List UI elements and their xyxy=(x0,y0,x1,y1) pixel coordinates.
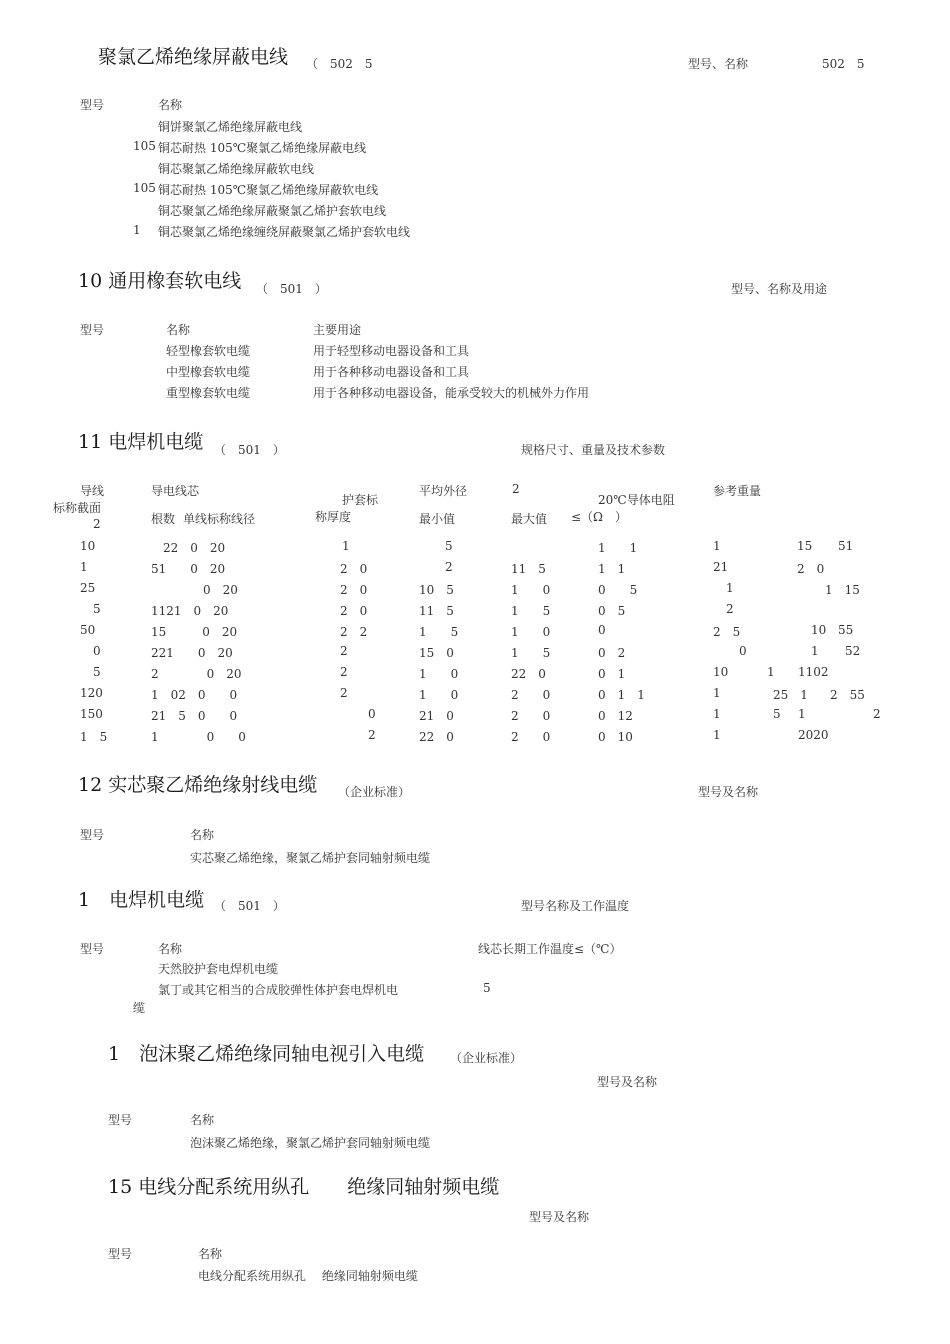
list-item: 铜芯聚氯乙烯绝缘缠绕屏蔽聚氯乙烯护套软电线 xyxy=(158,225,411,239)
table-cell: 11 5 xyxy=(419,604,454,618)
table-cell: 2 xyxy=(340,686,348,700)
table-cell: 15 0 20 xyxy=(151,625,238,639)
col-header-max: 最大值 xyxy=(511,512,548,526)
list-item: 铜芯耐热 105℃聚氯乙烯绝缘屏蔽软电线 xyxy=(158,183,379,197)
table-cell: 1 0 xyxy=(511,625,551,639)
table-cell: 0 12 xyxy=(598,709,633,723)
table-caption: 型号及名称 xyxy=(698,785,759,799)
col-header-model: 型号 xyxy=(108,1247,133,1261)
table-cell: 2 0 xyxy=(511,688,551,702)
table-cell: 0 xyxy=(93,644,101,658)
col-header-weight: 参考重量 xyxy=(713,484,762,498)
col-header-use: 主要用途 xyxy=(313,323,362,337)
table-cell-name: 天然胶护套电焊机电缆 xyxy=(158,962,279,976)
table-cell: 0 5 xyxy=(598,604,626,618)
table-cell-name: 中型橡套软电缆 xyxy=(166,365,251,379)
table-cell: 11 5 xyxy=(511,562,546,576)
col-header-model: 型号 xyxy=(108,1113,133,1127)
table-cell: 1 5 xyxy=(419,625,459,639)
table-cell: 21 xyxy=(713,560,729,574)
table-cell: 10 xyxy=(80,539,96,553)
table-caption: 型号及名称 xyxy=(529,1210,590,1224)
table-cell: 2 0 xyxy=(511,730,551,744)
table-cell: 1 xyxy=(342,539,350,553)
table-caption: 型号名称及工作温度 xyxy=(521,899,630,913)
table-cell: 5 xyxy=(445,539,453,553)
table-cell: 1 xyxy=(798,707,806,721)
table-cell: 0 xyxy=(368,707,376,721)
table-cell: 1 1 xyxy=(598,541,638,555)
col-header-name: 名称 xyxy=(190,828,215,842)
table-cell-name: 泡沫聚乙烯绝缘，聚氯乙烯护套同轴射频电缆 xyxy=(190,1136,431,1150)
col-header-wire-dia: 单线标称线径 xyxy=(183,512,256,526)
table-cell: 1 xyxy=(767,665,775,679)
table-cell: 2 0 xyxy=(340,583,368,597)
table-cell: 0 5 xyxy=(598,583,638,597)
table-cell: 2 xyxy=(368,728,376,742)
table-cell: 2020 xyxy=(798,728,829,742)
table-cell: 10 xyxy=(713,665,729,679)
standard-number: 502 5 xyxy=(822,57,865,71)
table-cell: 55 xyxy=(838,623,854,637)
col-header-core: 导电线芯 xyxy=(151,484,200,498)
col-header-temp: 线芯长期工作温度≤（℃） xyxy=(478,942,622,956)
table-cell: 10 xyxy=(811,623,827,637)
table-caption: 型号、名称及用途 xyxy=(731,282,828,296)
table-cell: 1 5 xyxy=(511,604,551,618)
standard-ref: （企业标准） xyxy=(450,1051,523,1065)
table-cell: 21 5 0 0 xyxy=(151,709,238,723)
table-cell: 1 xyxy=(726,581,734,595)
list-item-model: 105 xyxy=(133,181,156,195)
col-header-name: 名称 xyxy=(158,98,183,112)
table-cell: 1 xyxy=(713,707,721,721)
table-cell: 5 xyxy=(93,665,101,679)
table-caption: 规格尺寸、重量及技术参数 xyxy=(521,443,666,457)
col-header-name: 名称 xyxy=(190,1113,215,1127)
table-cell: 22 0 20 xyxy=(163,541,226,555)
table-cell: 10 5 xyxy=(419,583,454,597)
table-cell: 0 xyxy=(598,623,606,637)
table-cell: 1 1 xyxy=(598,562,626,576)
standard-ref: （ 502 5 xyxy=(306,57,373,71)
col-header-sheath: 护套标 xyxy=(342,493,379,507)
col-header-avg-dia: 平均外径 xyxy=(419,484,468,498)
table-cell-use: 用于各种移动电器设备和工具 xyxy=(313,365,470,379)
table-cell: 22 0 xyxy=(419,730,454,744)
col-header-nominal-section: 标称截面 xyxy=(53,501,102,515)
section-title-solid-pe-cable: 12 实芯聚乙烯绝缘射线电缆 xyxy=(78,774,318,796)
col-header-thickness: 称厚度 xyxy=(315,510,352,524)
section-title-welding-cable-2: 1 电焊机电缆 xyxy=(78,889,205,911)
col-header-unit: 2 xyxy=(93,517,101,531)
table-cell-name: 实芯聚乙烯绝缘，聚氯乙烯护套同轴射频电缆 xyxy=(190,851,431,865)
table-cell: 0 20 xyxy=(203,583,238,597)
col-header-resistance-unit: ≤（Ω ） xyxy=(571,510,628,524)
table-cell: 0 1 1 xyxy=(598,688,645,702)
table-cell: 221 0 20 xyxy=(151,646,233,660)
col-header-resistance: 20℃导体电阻 xyxy=(598,493,675,507)
table-cell: 25 1 xyxy=(773,688,808,702)
table-cell: 0 xyxy=(739,644,747,658)
col-header-model: 型号 xyxy=(80,828,105,842)
table-cell: 120 xyxy=(80,686,103,700)
table-cell: 1 5 xyxy=(511,646,551,660)
table-cell: 15 0 xyxy=(419,646,454,660)
table-cell: 1 15 xyxy=(825,583,860,597)
section-title-shielded-wire: 聚氯乙烯绝缘屏蔽电线 xyxy=(98,46,289,68)
table-cell: 2 2 xyxy=(340,625,368,639)
table-cell: 2 5 xyxy=(713,625,741,639)
col-header-count: 根数 xyxy=(151,512,176,526)
table-cell: 2 0 xyxy=(797,562,825,576)
col-header-model: 型号 xyxy=(80,942,105,956)
table-cell: 50 xyxy=(80,623,96,637)
standard-ref: （ 501 ） xyxy=(214,443,285,457)
col-header-conductor: 导线 xyxy=(80,484,105,498)
table-cell: 22 0 xyxy=(511,667,546,681)
table-cell: 2 0 xyxy=(340,604,368,618)
list-item-model: 1 xyxy=(133,223,141,237)
table-cell: 1 5 xyxy=(80,730,108,744)
list-item: 铜芯耐热 105℃聚氯乙烯绝缘屏蔽电线 xyxy=(158,141,367,155)
table-cell: 51 xyxy=(838,539,854,553)
section-title-foam-pe-tv-cable: 1 泡沫聚乙烯绝缘同轴电视引入电缆 xyxy=(108,1043,425,1065)
list-item: 铜饼聚氯乙烯绝缘屏蔽电线 xyxy=(158,120,303,134)
table-cell: 2 0 20 xyxy=(151,667,242,681)
table-cell: 5 xyxy=(93,602,101,616)
table-cell-use: 用于各种移动电器设备，能承受较大的机械外力作用 xyxy=(313,386,590,400)
table-cell-name: 氯丁或其它相当的合成胶弹性体护套电焊机电 xyxy=(158,983,399,997)
col-header-avg-unit: 2 xyxy=(512,482,520,496)
table-cell: 1121 0 20 xyxy=(151,604,229,618)
table-cell: 5 xyxy=(773,707,781,721)
table-cell-name: 电线分配系统用纵孔 绝缘同轴射频电缆 xyxy=(198,1269,418,1283)
table-cell: 2 0 xyxy=(511,709,551,723)
table-cell-name: 轻型橡套软电缆 xyxy=(166,344,251,358)
table-cell: 2 xyxy=(873,707,881,721)
section-title-welding-cable: 11 电焊机电缆 xyxy=(78,431,204,453)
table-cell: 52 xyxy=(845,644,861,658)
section-title-distribution-coax: 15 电线分配系统用纵孔 绝缘同轴射频电缆 xyxy=(108,1176,500,1198)
list-item: 铜芯聚氯乙烯绝缘屏蔽软电线 xyxy=(158,162,315,176)
table-cell-name-wrap: 缆 xyxy=(133,1001,146,1015)
table-cell-temp: 5 xyxy=(483,981,491,995)
table-cell-use: 用于轻型移动电器设备和工具 xyxy=(313,344,470,358)
table-cell: 2 0 xyxy=(340,562,368,576)
col-header-name: 名称 xyxy=(198,1247,223,1261)
standard-ref: （ 501 ） xyxy=(214,899,285,913)
col-header-name: 名称 xyxy=(166,323,191,337)
col-header-model: 型号 xyxy=(80,323,105,337)
table-cell: 1 0 xyxy=(419,667,459,681)
table-cell-name: 重型橡套软电缆 xyxy=(166,386,251,400)
col-header-model: 型号 xyxy=(80,98,105,112)
table-cell: 1 02 0 0 xyxy=(151,688,238,702)
table-cell: 2 xyxy=(445,560,453,574)
table-cell: 2 xyxy=(340,644,348,658)
table-cell: 51 0 20 xyxy=(151,562,226,576)
table-cell: 1 xyxy=(713,686,721,700)
list-item: 铜芯聚氯乙烯绝缘屏蔽聚氯乙烯护套软电线 xyxy=(158,204,387,218)
table-cell: 1 xyxy=(713,539,721,553)
table-caption: 型号及名称 xyxy=(597,1075,658,1089)
table-cell: 25 xyxy=(80,581,96,595)
section-title-rubber-cord: 10 通用橡套软电线 xyxy=(78,270,242,292)
table-cell: 0 1 xyxy=(598,667,626,681)
table-cell: 1 xyxy=(713,728,721,742)
table-cell: 1102 xyxy=(798,665,829,679)
col-header-min: 最小值 xyxy=(419,512,456,526)
table-cell: 15 xyxy=(797,539,813,553)
table-cell: 0 2 xyxy=(598,646,626,660)
table-cell: 21 0 xyxy=(419,709,454,723)
table-caption: 型号、名称 xyxy=(688,57,749,71)
standard-ref: （ 501 ） xyxy=(256,282,327,296)
table-cell: 2 xyxy=(726,602,734,616)
table-cell: 2 xyxy=(340,665,348,679)
list-item-model: 105 xyxy=(133,139,156,153)
table-cell: 1 0 xyxy=(419,688,459,702)
table-cell: 1 xyxy=(811,644,819,658)
table-cell: 1 0 xyxy=(511,583,551,597)
standard-ref: （企业标准） xyxy=(338,785,411,799)
col-header-name: 名称 xyxy=(158,942,183,956)
table-cell: 1 xyxy=(80,560,88,574)
table-cell: 1 0 0 xyxy=(151,730,246,744)
table-cell: 2 55 xyxy=(830,688,865,702)
table-cell: 150 xyxy=(80,707,103,721)
table-cell: 0 10 xyxy=(598,730,633,744)
